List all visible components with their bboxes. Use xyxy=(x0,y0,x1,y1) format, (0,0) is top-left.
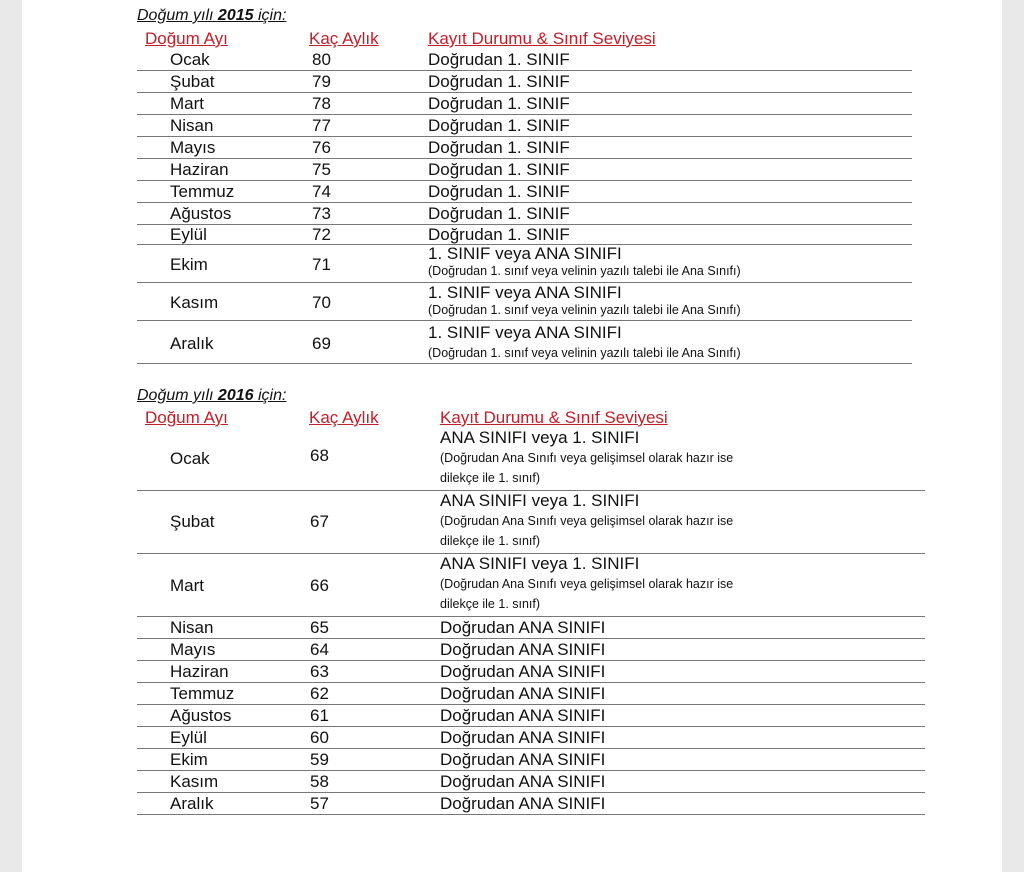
month-cell: Ekim xyxy=(170,255,208,274)
col-header-status: Kayıt Durumu & Sınıf Seviyesi xyxy=(440,408,668,427)
heading-prefix: Doğum yılı xyxy=(137,387,218,404)
table-row xyxy=(137,245,912,283)
status-cell: Doğrudan 1. SINIF xyxy=(428,138,570,157)
month-cell: Eylül xyxy=(170,728,207,747)
status-note: dilekçe ile 1. sınıf) xyxy=(440,534,541,548)
heading-2016 xyxy=(137,387,286,405)
status-note: (Doğrudan 1. sınıf veya velinin yazılı talebi ile Ana Sınıfı) xyxy=(428,346,741,360)
heading-prefix: Doğum yılı xyxy=(137,7,218,24)
age-cell: 70 xyxy=(312,293,331,312)
table-row xyxy=(137,159,912,181)
table-row xyxy=(137,727,925,749)
table-row xyxy=(137,639,925,661)
month-cell: Kasım xyxy=(170,293,219,312)
month-cell: Nisan xyxy=(170,618,214,637)
month-cell: Şubat xyxy=(170,512,215,531)
status-cell: Doğrudan ANA SINIFI xyxy=(440,618,606,637)
age-cell: 57 xyxy=(310,794,329,813)
status-cell: Doğrudan 1. SINIF xyxy=(428,116,570,135)
status-cell: Doğrudan 1. SINIF xyxy=(428,50,570,69)
status-cell: Doğrudan 1. SINIF xyxy=(428,182,570,201)
table-row xyxy=(137,49,912,71)
month-cell: Ağustos xyxy=(170,204,232,223)
status-cell: ANA SINIFI veya 1. SINIFI xyxy=(440,491,640,510)
age-cell: 58 xyxy=(310,772,329,791)
month-cell: Aralık xyxy=(170,334,214,353)
table-row xyxy=(137,283,912,321)
age-cell: 73 xyxy=(312,204,331,223)
status-cell: Doğrudan ANA SINIFI xyxy=(440,750,606,769)
status-cell: ANA SINIFI veya 1. SINIFI xyxy=(440,428,640,447)
status-cell: Doğrudan ANA SINIFI xyxy=(440,684,606,703)
age-cell: 78 xyxy=(312,94,331,113)
age-cell: 67 xyxy=(310,512,329,531)
table-row xyxy=(137,705,925,727)
status-cell: 1. SINIF veya ANA SINIFI xyxy=(428,323,622,342)
document-page xyxy=(22,0,1002,872)
month-cell: Mayıs xyxy=(170,640,216,659)
month-cell: Ocak xyxy=(170,449,210,468)
age-cell: 74 xyxy=(312,182,331,201)
status-note: dilekçe ile 1. sınıf) xyxy=(440,597,541,611)
status-cell: ANA SINIFI veya 1. SINIFI xyxy=(440,554,640,573)
month-cell: Ekim xyxy=(170,750,208,769)
age-cell: 77 xyxy=(312,116,331,135)
month-cell: Mayıs xyxy=(170,138,216,157)
month-cell: Şubat xyxy=(170,72,215,91)
col-header-month: Doğum Ayı xyxy=(145,408,228,427)
status-cell: Doğrudan ANA SINIFI xyxy=(440,794,606,813)
table-row xyxy=(137,771,925,793)
age-cell: 80 xyxy=(312,50,331,69)
status-note: (Doğrudan 1. sınıf veya velinin yazılı talebi ile Ana Sınıfı) xyxy=(428,303,741,317)
month-cell: Nisan xyxy=(170,116,214,135)
month-cell: Ağustos xyxy=(170,706,232,725)
month-cell: Temmuz xyxy=(170,684,235,703)
heading-year: 2016 xyxy=(217,387,254,404)
status-note: (Doğrudan Ana Sınıfı veya gelişimsel olarak hazır ise xyxy=(440,451,734,465)
age-cell: 79 xyxy=(312,72,331,91)
status-cell: Doğrudan 1. SINIF xyxy=(428,94,570,113)
status-cell: Doğrudan ANA SINIFI xyxy=(440,772,606,791)
status-note: (Doğrudan 1. sınıf veya velinin yazılı talebi ile Ana Sınıfı) xyxy=(428,264,741,278)
table-row xyxy=(137,203,912,225)
age-cell: 75 xyxy=(312,160,331,179)
status-note: dilekçe ile 1. sınıf) xyxy=(440,471,541,485)
col-header-status: Kayıt Durumu & Sınıf Seviyesi xyxy=(428,29,656,48)
table-row xyxy=(137,428,925,491)
table-row xyxy=(137,181,912,203)
table-2015 xyxy=(137,0,937,370)
age-cell: 63 xyxy=(310,662,329,681)
table-2016 xyxy=(137,380,947,820)
table-row xyxy=(137,321,912,364)
status-cell: 1. SINIF veya ANA SINIFI xyxy=(428,244,622,263)
age-cell: 64 xyxy=(310,640,329,659)
age-cell: 69 xyxy=(312,334,331,353)
age-cell: 72 xyxy=(312,225,331,244)
month-cell: Kasım xyxy=(170,772,219,791)
status-cell: Doğrudan ANA SINIFI xyxy=(440,640,606,659)
table-row xyxy=(137,137,912,159)
status-cell: Doğrudan 1. SINIF xyxy=(428,204,570,223)
age-cell: 61 xyxy=(310,706,329,725)
col-header-age: Kaç Aylık xyxy=(309,29,379,48)
month-cell: Mart xyxy=(170,94,204,113)
table-row xyxy=(137,793,925,815)
age-cell: 62 xyxy=(310,684,329,703)
table-row xyxy=(137,661,925,683)
month-cell: Eylül xyxy=(170,225,207,244)
table-row xyxy=(137,617,925,639)
age-cell: 68 xyxy=(310,446,329,465)
status-cell: Doğrudan ANA SINIFI xyxy=(440,706,606,725)
status-cell: Doğrudan ANA SINIFI xyxy=(440,728,606,747)
month-cell: Mart xyxy=(170,576,204,595)
month-cell: Temmuz xyxy=(170,182,235,201)
month-cell: Haziran xyxy=(170,662,229,681)
age-cell: 59 xyxy=(310,750,329,769)
heading-suffix: için: xyxy=(253,7,287,24)
age-cell: 76 xyxy=(312,138,331,157)
status-cell: Doğrudan 1. SINIF xyxy=(428,160,570,179)
status-note: (Doğrudan Ana Sınıfı veya gelişimsel olarak hazır ise xyxy=(440,514,734,528)
heading-suffix: için: xyxy=(253,387,287,404)
status-note: (Doğrudan Ana Sınıfı veya gelişimsel olarak hazır ise xyxy=(440,577,734,591)
heading-2015 xyxy=(137,7,286,25)
status-cell: Doğrudan 1. SINIF xyxy=(428,225,570,244)
table-row xyxy=(137,683,925,705)
month-cell: Aralık xyxy=(170,794,214,813)
status-cell: Doğrudan 1. SINIF xyxy=(428,72,570,91)
col-header-age: Kaç Aylık xyxy=(309,408,379,427)
age-cell: 65 xyxy=(310,618,329,637)
month-cell: Haziran xyxy=(170,160,229,179)
age-cell: 60 xyxy=(310,728,329,747)
status-cell: 1. SINIF veya ANA SINIFI xyxy=(428,283,622,302)
table-row xyxy=(137,71,912,93)
table-row xyxy=(137,115,912,137)
col-header-month: Doğum Ayı xyxy=(145,29,228,48)
heading-year: 2015 xyxy=(217,7,254,24)
table-row xyxy=(137,93,912,115)
month-cell: Ocak xyxy=(170,50,210,69)
status-cell: Doğrudan ANA SINIFI xyxy=(440,662,606,681)
table-row xyxy=(137,554,925,617)
table-row xyxy=(137,749,925,771)
age-cell: 71 xyxy=(312,255,331,274)
age-cell: 66 xyxy=(310,576,329,595)
table-row xyxy=(137,225,912,245)
table-row xyxy=(137,491,925,554)
